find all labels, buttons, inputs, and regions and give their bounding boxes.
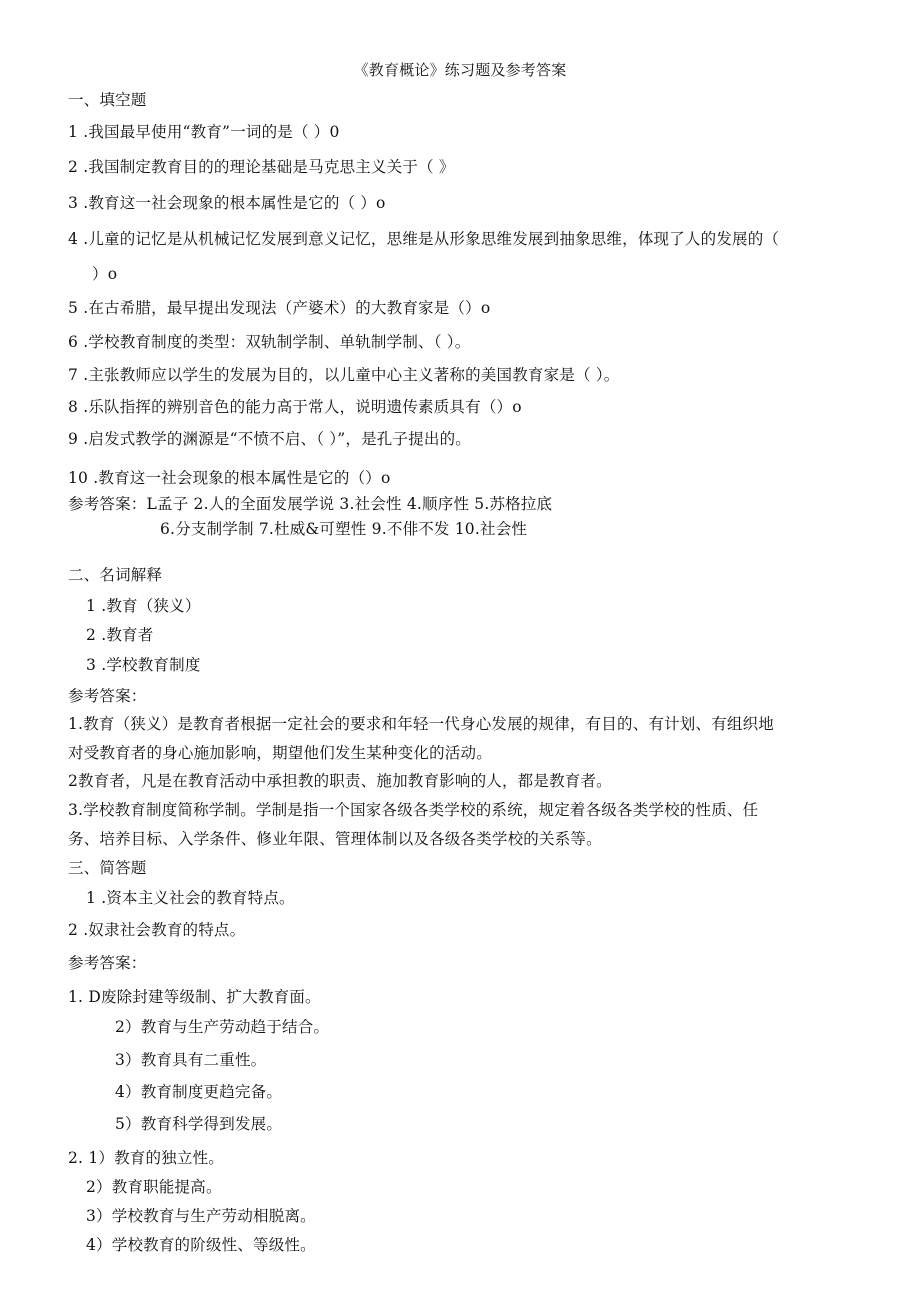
question-4-continued: ）o — [92, 265, 118, 283]
question-2: 2 .我国制定教育目的的理论基础是马克思主义关于（ 》 — [68, 158, 455, 176]
question-10: 10 .教育这一社会现象的根本属性是它的（）o — [68, 469, 391, 487]
term-item: 1 .教育（狭义） — [86, 597, 201, 615]
term-answer-1-continued: 对受教育者的身心施加影响，期望他们发生某种变化的活动。 — [68, 744, 492, 762]
question-3: 3 .教育这一社会现象的根本属性是它的（ ）o — [68, 194, 386, 212]
section-heading-fill-in: 一、填空题 — [68, 91, 147, 109]
answers-line-2: 6.分支制学制 7.杜威&可塑性 9.不俳不发 10.社会性 — [160, 520, 528, 538]
question-5: 5 .在古希腊，最早提出发现法（产婆术）的大教育家是（）o — [68, 299, 491, 317]
answer-point: 2. 1）教育的独立性。 — [68, 1149, 224, 1167]
term-item: 3 .学校教育制度 — [86, 656, 201, 674]
question-9: 9 .启发式教学的渊源是“不愤不启、（ ）”，是孔子提出的。 — [68, 430, 471, 448]
question-8: 8 .乐队指挥的辨别音色的能力高于常人，说明遗传素质具有（）o — [68, 398, 522, 416]
question-6: 6 .学校教育制度的类型：双轨制学制、单轨制学制、（ ）。 — [68, 333, 471, 351]
answer-point: 5）教育科学得到发展。 — [115, 1115, 283, 1133]
answer-point: 2）教育与生产劳动趋于结合。 — [115, 1018, 330, 1036]
short-question-2: 2 .奴隶社会教育的特点。 — [68, 921, 246, 939]
term-item: 2 .教育者 — [86, 626, 154, 644]
answer-point: 4）教育制度更趋完备。 — [115, 1083, 283, 1101]
answer-point: 3）教育具有二重性。 — [115, 1051, 267, 1069]
document-title: 《教育概论》练习题及参考答案 — [353, 61, 567, 79]
answers-label: 参考答案： — [68, 954, 147, 972]
section-heading-terms: 二、名词解释 — [68, 566, 163, 584]
term-answer-3: 3.学校教育制度简称学制。学制是指一个国家各级各类学校的系统，规定着各级各类学校的性质、任 — [68, 801, 759, 819]
answer-point: 1. D废除封建等级制、扩大教育面。 — [68, 988, 321, 1006]
term-answer-1: 1.教育（狭义）是教育者根据一定社会的要求和年轻一代身心发展的规律，有目的、有计划、有组织地 — [68, 715, 774, 733]
question-1: 1 .我国最早使用“教育”一词的是（ ）0 — [68, 123, 340, 141]
answer-point: 4）学校教育的阶级性、等级性。 — [86, 1236, 316, 1254]
short-question-1: 1 .资本主义社会的教育特点。 — [86, 889, 295, 907]
section-heading-short-answer: 三、简答题 — [68, 859, 147, 877]
question-4: 4 .儿童的记忆是从机械记忆发展到意义记忆，思维是从形象思维发展到抽象思维，体现了人的发展的（ — [68, 230, 780, 248]
answer-point: 2）教育职能提高。 — [86, 1178, 222, 1196]
term-answer-3-continued: 务、培养目标、入学条件、修业年限、管理体制以及各级各类学校的关系等。 — [68, 830, 602, 848]
question-7: 7 .主张教师应以学生的发展为目的，以儿童中心主义著称的美国教育家是（ ）。 — [68, 366, 620, 384]
answers-line-1: 参考答案：L孟子 2.人的全面发展学说 3.社会性 4.顺序性 5.苏格拉底 — [68, 495, 553, 513]
answer-point: 3）学校教育与生产劳动相脱离。 — [86, 1207, 316, 1225]
term-answer-2: 2教育者，凡是在教育活动中承担教的职责、施加教育影响的人，都是教育者。 — [68, 772, 612, 790]
answers-label: 参考答案： — [68, 687, 147, 705]
